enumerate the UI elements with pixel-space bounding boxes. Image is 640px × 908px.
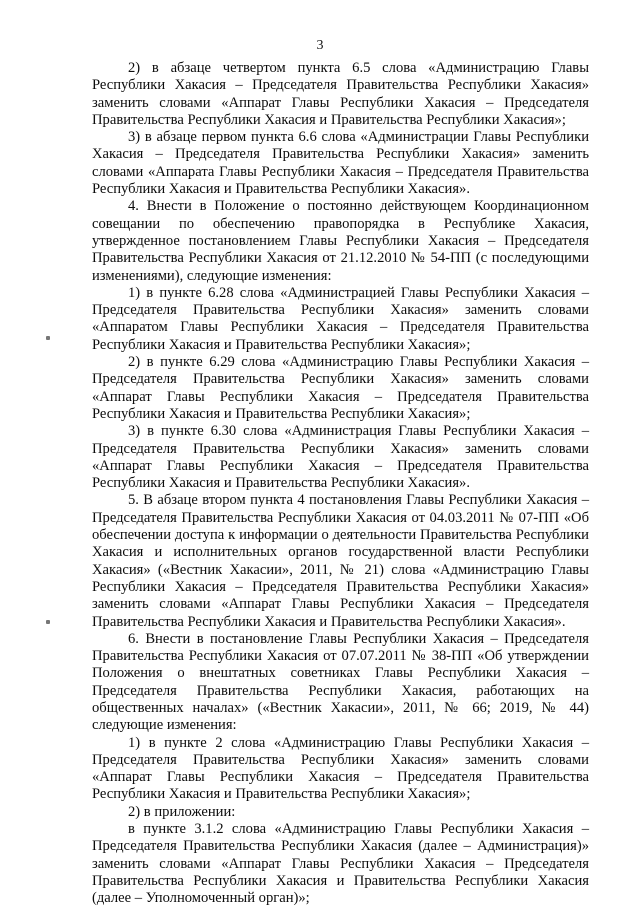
paragraph-item-3-1-2: в пункте 3.1.2 слова «Администрацию Главы Республики Хакасия – Председателя Правительства Республики Хакасия (далее – Администрация)» заменить словами «Аппарат Главы Республики Хакасия – Председателя Правительства Республики Хакасия и Правительства Республики Хакасия (далее – Уполномоченный орган)»; xyxy=(92,821,589,907)
paragraph-item-6: 6. Внести в постановление Главы Республики Хакасия – Председателя Правительства Республики Хакасия от 07.07.2011 № 38-ПП «Об утверждении Положения о внештатных советниках Главы Республики Хакасия – Председателя Правительства Республики Хакасия, работающих на общественных началах» («Вестник Хакасии», 2011, № 66; 2019, № 44) следующие изменения: xyxy=(92,630,589,734)
paragraph-6-5-amendment: 2) в абзаце четвертом пункта 6.5 слова «Администрацию Главы Республики Хакасия – Председателя Правительства Республики Хакасия» заменить словами «Аппарат Главы Республики Хакасия – Председателя Правительства Республики Хакасия и Правительства Республики Хакасия»; xyxy=(92,60,589,128)
paragraph-6-29-amendment: 2) в пункте 6.29 слова «Администрацию Главы Республики Хакасия – Председателя Правительства Республики Хакасия» заменить словами «Аппарат Главы Республики Хакасия – Председателя Правительства Республики Хакасия и Правительства Республики Хакасия»; xyxy=(92,354,589,422)
paragraph-item-4: 4. Внести в Положение о постоянно действующем Координационном совещании по обеспечению правопорядка в Республике Хакасия, утвержденное постановлением Главы Республики Хакасия – Председателя Правительства Республики Хакасия от 21.12.2010 № 54-ПП (с последующими изменениями), следующие изменения: xyxy=(92,198,589,284)
paragraph-item-6-1: 1) в пункте 2 слова «Администрацию Главы Республики Хакасия – Председателя Правительства Республики Хакасия» заменить словами «Аппарат Главы Республики Хакасия – Председателя Правительства Республики Хакасия и Правительства Республики Хакасия»; xyxy=(92,734,589,803)
scan-speck xyxy=(46,336,50,340)
paragraph-item-5: 5. В абзаце втором пункта 4 постановления Главы Республики Хакасия – Председателя Правительства Республики Хакасия от 04.03.2011 № 07-ПП «Об обеспечении доступа к информации о деятельности Правительства Республики Хакасия и исполнительных органов государственной власти Республики Хакасия» («Вестник Хакасии», 2011, № 21) слова «Администрацию Главы Республики Хакасия – Председателя Правительства Республики Хакасия» заменить словами «Аппарат Главы Республики Хакасия – Председателя Правительства Республики Хакасия и Правительства Республики Хакасия». xyxy=(92,492,589,630)
page-number: 3 xyxy=(316,38,324,53)
scan-speck xyxy=(46,620,50,624)
document-body xyxy=(92,60,589,908)
paragraph-6-30-amendment: 3) в пункте 6.30 слова «Администрация Главы Республики Хакасия – Председателя Правительства Республики Хакасия» заменить словами «Аппарат Главы Республики Хакасия – Председателя Правительства Республики Хакасия и Правительства Республики Хакасия». xyxy=(92,423,589,492)
paragraph-6-28-amendment: 1) в пункте 6.28 слова «Администрацией Главы Республики Хакасия – Председателя Правительства Республики Хакасия» заменить словами «Аппаратом Главы Республики Хакасия – Председателя Правительства Республики Хакасия и Правительства Республики Хакасия»; xyxy=(92,284,589,353)
paragraph-6-6-amendment: 3) в абзаце первом пункта 6.6 слова «Администрации Главы Республики Хакасия – Председателя Правительства Республики Хакасия» заменить словами «Аппарата Главы Республики Хакасия – Председателя Правительства Республики Хакасия и Правительства Республики Хакасия». xyxy=(92,129,589,198)
paragraph-item-6-2: 2) в приложении: xyxy=(128,803,236,820)
